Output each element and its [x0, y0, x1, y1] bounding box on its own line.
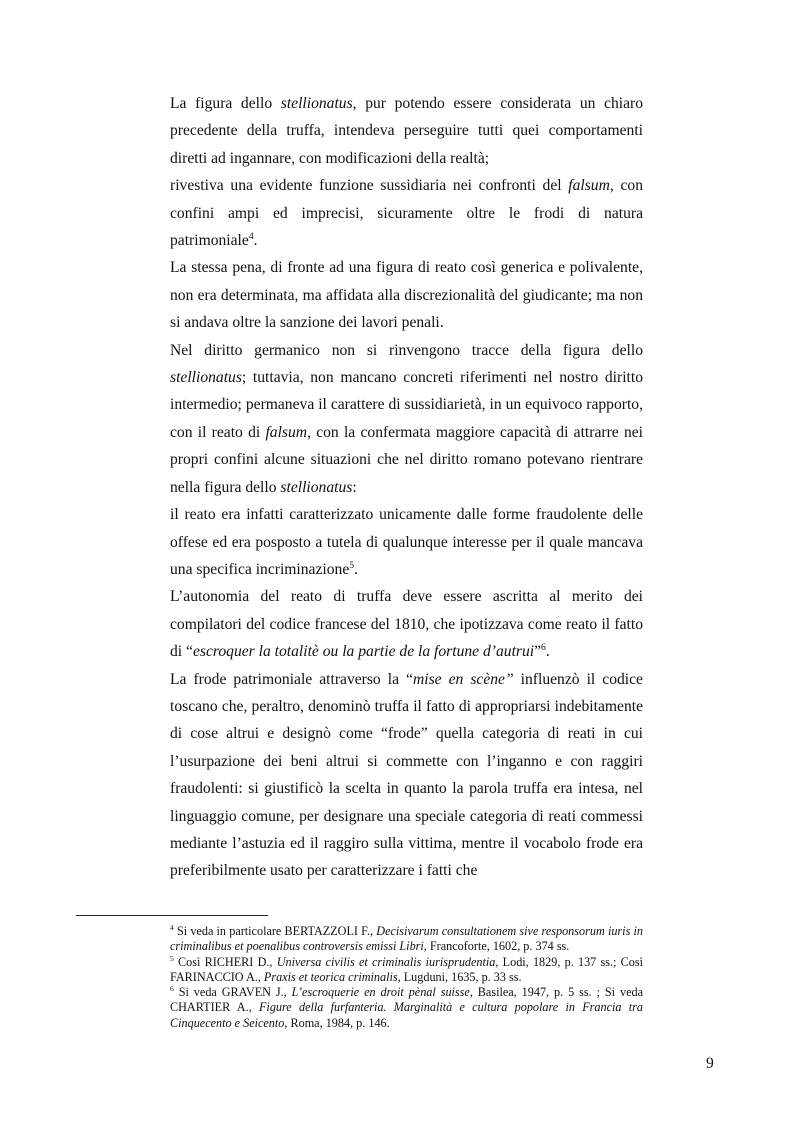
text-run: Si veda in particolare BERTAZZOLI F., — [173, 924, 377, 938]
text-run: , con la confermata maggiore capacità di attrarre nei propri confini alcune situazioni che nel diritto romano potevano rientrare nella figura dello — [170, 423, 643, 496]
text-run: L’autonomia del reato di truffa deve essere ascritta al merito dei compilatori del codice francese del 1810, che ipotizzava come reato il fatto di “ — [170, 588, 643, 661]
italic-text: falsum — [568, 177, 610, 195]
text-run: La figura dello — [170, 95, 281, 112]
text-run: Nel diritto germanico non si rinvengono tracce della figura dello — [170, 341, 643, 359]
text-run: La frode patrimoniale attraverso la “ — [170, 670, 413, 688]
italic-text: stellionatus — [280, 478, 353, 496]
italic-text: Figure della furfanteria. Marginalità e cultura popolare in Francia tra Cinquecento e Seicento — [170, 1000, 643, 1030]
text-run: il reato era infatti caratterizzato unicamente dalle forme fraudolente delle offese ed era posposto a tutela di qualunque interesse per il quale mancava una specifica incriminazione — [170, 506, 643, 578]
italic-text: L’escroquerie en droit pènal suisse — [291, 985, 470, 1000]
text-run: rivestiva una evidente funzione sussidiaria nei confronti del — [170, 177, 569, 195]
paragraph — [170, 583, 643, 665]
italic-text: Decisivarum consultationem sive responsorum iuris in criminalibus et poenalibus controversis emissi Libri — [170, 924, 643, 954]
paragraph — [170, 501, 643, 583]
italic-text: mise en scène” — [412, 670, 514, 688]
italic-text: stellionatus — [280, 95, 353, 112]
text-run: , Basilea, 1947, p. 5 ss. ; Si veda CHARTIER A., — [170, 985, 644, 1015]
text-run: Così RICHERI D., — [173, 954, 277, 969]
text-run: , Francoforte, 1602, p. 374 ss. — [423, 939, 570, 954]
italic-text: Praxis et teorica criminalis — [263, 969, 398, 984]
italic-text: stellionatus — [170, 369, 242, 387]
body-text — [170, 90, 643, 885]
text-run: ” — [534, 643, 542, 661]
text-run: ; tuttavia, non mancano concreti riferimenti nel nostro diritto intermedio; permaneva il carattere di sussidiarietà, in un equivoco rapporto, con il reato di — [170, 369, 643, 441]
footnote-marker: 6 — [541, 641, 546, 653]
italic-text: escroquer la totalitè ou la partie de la fortune d’autrui — [192, 643, 535, 661]
footnote — [170, 985, 643, 1031]
paragraph — [170, 90, 643, 172]
footnote-marker: 5 — [170, 953, 174, 963]
text-run: , Lodi, 1829, p. 137 ss.; Così FARINACCIO A., — [170, 954, 643, 984]
italic-text: falsum — [265, 423, 308, 441]
page-number: 9 — [706, 1055, 714, 1072]
footnote — [170, 924, 643, 955]
text-run: , Lugduni, 1635, p. 33 ss. — [397, 969, 522, 984]
footnote-separator — [76, 915, 268, 916]
paragraph — [170, 666, 643, 885]
text-run: : — [352, 478, 357, 496]
text-run: , Roma, 1984, p. 146. — [284, 1015, 390, 1030]
text-run: . — [545, 643, 550, 661]
text-run: . — [354, 560, 358, 578]
text-run: influenzò il codice toscano che, peraltro, denominò truffa il fatto di appropriarsi indebitamente di cose altrui e designò come “frode” quella categoria di reati in cui l’usurpazione dei beni altrui si commette con l’inganno e con raggiri fraudolenti: si giustificò la scelta in quanto la parola truffa era intesa, nel linguaggio comune, per designare una speciale categoria di reati commessi mediante l’astuzia ed il raggiro sulla vittima, mentre il vocabolo frode era preferibilmente usato per caratterizzare i fatti che — [170, 670, 643, 880]
text-run: . — [253, 232, 258, 250]
footnotes — [170, 924, 643, 1031]
paragraph — [170, 337, 643, 501]
paragraph — [170, 254, 643, 336]
text-run: Si veda GRAVEN J., — [173, 985, 292, 1000]
italic-text: Universa civilis et criminalis iurisprudentia — [276, 954, 496, 969]
footnote-marker: 6 — [170, 984, 174, 994]
footnote-marker: 4 — [170, 922, 174, 932]
text-run: La stessa pena, di fronte ad una figura di reato così generica e polivalente, non era determinata, ma affidata alla discrezionalità del giudicante; ma non si andava oltre la sanzione dei lavori penali. — [170, 259, 643, 332]
text-run: , con confini ampi ed imprecisi, sicuramente oltre le frodi di natura patrimoniale — [170, 177, 643, 250]
footnote-marker: 4 — [248, 230, 254, 242]
footnote — [170, 955, 643, 986]
footnote-marker: 5 — [349, 559, 355, 571]
text-run: , pur potendo essere considerata un chiaro precedente della truffa, intendeva perseguire tutti quei comportamenti diretti ad ingannare, con modificazioni della realtà; — [170, 95, 644, 167]
paragraph — [170, 172, 643, 254]
